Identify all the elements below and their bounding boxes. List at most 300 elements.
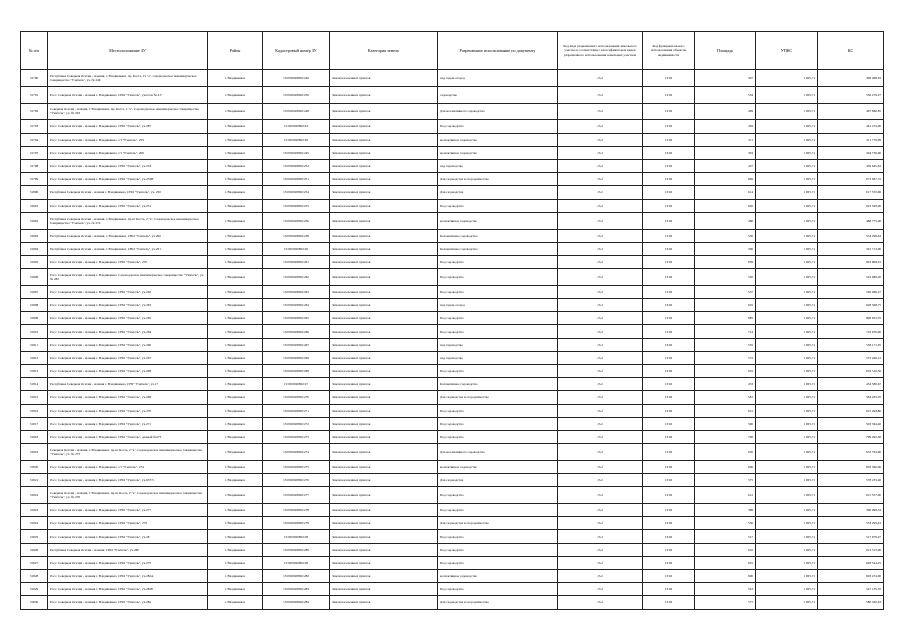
district-cell: г. Владикавказ [208, 378, 263, 391]
func-code-cell: 13:02 [643, 229, 695, 242]
cadastral-number-cell: 15:09:0020802:27 [263, 378, 330, 391]
func-code-cell: 13:02 [643, 391, 695, 404]
ks-cell: 623 509,00 [818, 199, 884, 212]
district-cell: г. Владикавказ [208, 86, 263, 103]
permitted-use-cell: Под садоводство [438, 404, 558, 417]
row-number: 31802 [21, 212, 48, 229]
func-code-cell: 13:02 [643, 325, 695, 338]
ks-cell: 547 135,35 [818, 583, 884, 596]
address-cell: Республика Северная Осетия - Алания г. Владикавказ, СНТ "Учитель", уч.17 [48, 378, 208, 391]
func-code-cell: 13:02 [643, 517, 695, 530]
area-cell: 572 [695, 351, 756, 364]
address-cell: Росс. Северная Осетия - Алания г. Владикавказ, СНО "Учитель", уч.282Б [48, 583, 208, 596]
upks-cell: 1 005,71 [756, 229, 818, 242]
category-cell: Земли населенных пунктов [330, 173, 438, 186]
permitted-use-cell: Под садоводство [438, 417, 558, 430]
header-row [21, 32, 884, 70]
use-code-cell: 13.2 [558, 543, 643, 556]
func-code-cell: 13:02 [643, 417, 695, 430]
func-code-cell: 13:02 [643, 596, 695, 609]
ks-cell: 580 320,63 [818, 596, 884, 609]
ks-cell: 536 279,27 [818, 86, 884, 103]
func-code-cell: 13:02 [643, 444, 695, 461]
row-number: 31803 [21, 229, 48, 242]
district-cell: г. Владикавказ [208, 391, 263, 404]
ks-cell: 454 580,67 [818, 378, 884, 391]
func-code-cell: 13:02 [643, 86, 695, 103]
area-cell: 625 [695, 299, 756, 312]
table-row [21, 312, 884, 325]
table-body [21, 70, 884, 610]
category-cell: Земли населенных пунктов [330, 103, 438, 120]
permitted-use-cell: коллективное садоводство [438, 460, 558, 473]
permitted-use-cell: садоводство [438, 86, 558, 103]
address-cell: Росс. Северная Осетия - Алания г. Владикавказ, СНО "Учитель", уч.267 [48, 351, 208, 364]
cadastral-number-cell: 15:09:0020802:279 [263, 517, 330, 530]
district-cell: г. Владикавказ [208, 556, 263, 569]
ks-cell: 311 776,99 [818, 133, 884, 146]
use-code-cell: 13.2 [558, 212, 643, 229]
address-cell: Росс. Северная Осетия - Алания г. Владикавказ, СНО "Учитель", уч.262 [48, 285, 208, 298]
permitted-use-cell: Коллективное садоводство [438, 242, 558, 255]
category-cell: Земли населенных пунктов [330, 570, 438, 583]
cadastral-number-cell: 15:09:0020802:275 [263, 460, 330, 473]
area-cell: 534 [695, 86, 756, 103]
row-number: 31823 [21, 504, 48, 517]
row-number: 31791 [21, 86, 48, 103]
func-code-cell: 13:02 [643, 570, 695, 583]
category-cell: Земли населенных пунктов [330, 86, 438, 103]
cadastral-number-cell: 15:09:0020802:240 [263, 70, 330, 87]
func-code-cell: 13:02 [643, 430, 695, 443]
use-code-cell: 13.2 [558, 120, 643, 133]
upks-cell: 1 005,71 [756, 364, 818, 377]
address-cell: Северная Осетия - Алания, г. Владикавказ, пр-кт Коста, 2 "а", Садоводческое некоммерческое товарищество "Учитель", уч. № 273 [48, 444, 208, 461]
area-cell: 555 [695, 338, 756, 351]
header-permitted-use: Разрешенное использование по документу [438, 32, 558, 70]
cadastral-number-cell: 15:09:0020802:284 [263, 596, 330, 609]
permitted-use-cell: Под садоводство [438, 325, 558, 338]
table-row [21, 391, 884, 404]
upks-cell: 1 005,71 [756, 444, 818, 461]
district-cell: г. Владикавказ [208, 570, 263, 583]
table-row [21, 556, 884, 569]
func-code-cell: 13:02 [643, 460, 695, 473]
category-cell: Земли населенных пунктов [330, 70, 438, 87]
area-cell: 581 [695, 391, 756, 404]
district-cell: г. Владикавказ [208, 299, 263, 312]
cadastral-number-cell: 15:09:0020802:266 [263, 325, 330, 338]
address-cell: Росс. Северная Осетия - Алания г. Владикавказ, СНО "Учитель", уч.268 [48, 364, 208, 377]
use-code-cell: 13.2 [558, 504, 643, 517]
use-code-cell: 13.2 [558, 325, 643, 338]
address-cell: Росс. Северная Осетия - Алания г. Владикавказ, СНО "Учитель", дачный №273 [48, 430, 208, 443]
upks-cell: 1 005,71 [756, 242, 818, 255]
area-cell: 459 [695, 120, 756, 133]
row-number: 31819 [21, 444, 48, 461]
table-row [21, 159, 884, 172]
row-number: 31809 [21, 312, 48, 325]
district-cell: г. Владикавказ [208, 186, 263, 199]
ks-cell: 799 492,36 [818, 430, 884, 443]
func-code-cell: 13:02 [643, 504, 695, 517]
permitted-use-cell: Для садоводства и огородничества [438, 173, 558, 186]
table-row [21, 460, 884, 473]
address-cell: Северная Осетия - Алания, г. Владикавказ, пр. Коста, 2 "а", Садоводческое некоммерческое товарищество "Учитель", уч. № 263 [48, 103, 208, 120]
upks-cell: 1 005,71 [756, 86, 818, 103]
category-cell: Земли населенных пунктов [330, 338, 438, 351]
use-code-cell: 13.2 [558, 487, 643, 504]
row-number: 31813 [21, 364, 48, 377]
row-number: 31799 [21, 173, 48, 186]
func-code-cell: 13:02 [643, 474, 695, 487]
cadastral-number-cell: 15:09:0020802:26 [263, 242, 330, 255]
address-cell: Росс. Северная Осетия - Алания г. Владикавказ, СНО "Учитель", уч.271 [48, 417, 208, 430]
address-cell: Росс. Северная Осетия - Алания г. Владикавказ, СНО "Учитель", 279 [48, 517, 208, 530]
table-row [21, 596, 884, 609]
header-cadastral: Кадастровый номер ЗУ [263, 32, 330, 70]
func-code-cell: 13:02 [643, 378, 695, 391]
table-row [21, 146, 884, 159]
permitted-use-cell: Для коллективного садоводства [438, 444, 558, 461]
upks-cell: 1 005,71 [756, 351, 818, 364]
use-code-cell: 13.2 [558, 460, 643, 473]
func-code-cell: 13:02 [643, 543, 695, 556]
address-cell: Северная Осетия - Алания, г. Владикавказ, пр-кт Коста, 2 "а", Садоводческое некоммерческое товарищество "Учитель", уч. № 276 [48, 487, 208, 504]
category-cell: Земли населенных пунктов [330, 186, 438, 199]
permitted-use-cell: Под садоводство [438, 530, 558, 543]
cadastral-number-cell: 15:09:0020802:29 [263, 133, 330, 146]
area-cell: 577 [695, 596, 756, 609]
ks-cell: 488 775,06 [818, 212, 884, 229]
cadastral-number-cell: 15:09:0020802:261 [263, 255, 330, 268]
upks-cell: 1 005,71 [756, 212, 818, 229]
table-row [21, 242, 884, 255]
cadastral-number-cell: 15:09:0020802:277 [263, 487, 330, 504]
ks-cell: 628 568,75 [818, 299, 884, 312]
address-cell: Росс. Северная Осетия - Алания г. Владикавказ, с/т "Учитель", 259 [48, 133, 208, 146]
cadastral-number-cell: 15:09:0020802:248 [263, 103, 330, 120]
ks-cell: 497 860,85 [818, 103, 884, 120]
row-number: 31829 [21, 583, 48, 596]
upks-cell: 1 005,71 [756, 173, 818, 186]
category-cell: Земли населенных пунктов [330, 325, 438, 338]
row-number: 31820 [21, 460, 48, 473]
func-code-cell: 13:02 [643, 338, 695, 351]
table-row [21, 474, 884, 487]
func-code-cell: 13:02 [643, 146, 695, 159]
address-cell: Росс. Северная Осетия - Алания г. Владикавказ, СНО "Учитель", уч.637/5 [48, 474, 208, 487]
category-cell: Земли населенных пунктов [330, 504, 438, 517]
header-upks: УПКС [756, 32, 818, 70]
district-cell: г. Владикавказ [208, 460, 263, 473]
category-cell: Земли населенных пунктов [330, 543, 438, 556]
district-cell: г. Владикавказ [208, 242, 263, 255]
address-cell: Росс. Северная Осетия - Алания г. Владикавказ, СНО "Учитель", уч.282 [48, 596, 208, 609]
use-code-cell: 13.2 [558, 596, 643, 609]
permitted-use-cell: под садом-огород [438, 70, 558, 87]
address-cell: Росс. Северная Осетия - Алания г. Владикавказ, СНО "Учитель", участок № 41" [48, 86, 208, 103]
row-number: 31812 [21, 351, 48, 364]
area-cell: 612 [695, 487, 756, 504]
table-row [21, 417, 884, 430]
category-cell: Земли населенных пунктов [330, 146, 438, 159]
district-cell: г. Владикавказ [208, 146, 263, 159]
category-cell: Земли населенных пунктов [330, 242, 438, 255]
use-code-cell: 13.2 [558, 199, 643, 212]
permitted-use-cell: коллективное садоводство [438, 212, 558, 229]
ks-cell: 304 736,90 [818, 146, 884, 159]
permitted-use-cell: под садом-огород [438, 299, 558, 312]
upks-cell: 1 005,71 [756, 404, 818, 417]
permitted-use-cell: Для садоводства и огородничества [438, 596, 558, 609]
ks-cell: 615 494,80 [818, 404, 884, 417]
table-row [21, 364, 884, 377]
ks-cell: 534 296,43 [818, 229, 884, 242]
upks-cell: 1 005,71 [756, 517, 818, 530]
category-cell: Земли населенных пунктов [330, 285, 438, 298]
district-cell: г. Владикавказ [208, 474, 263, 487]
upks-cell: 1 005,71 [756, 460, 818, 473]
use-code-cell: 13.2 [558, 86, 643, 103]
district-cell: г. Владикавказ [208, 199, 263, 212]
area-cell: 650 [695, 444, 756, 461]
permitted-use-cell: под садоводство [438, 159, 558, 172]
category-cell: Земли населенных пунктов [330, 120, 438, 133]
row-number: 31818 [21, 430, 48, 443]
address-cell: Республика Северная Осетия - Алания, СНО "Учитель", уч.280 [48, 543, 208, 556]
row-number: 31821 [21, 474, 48, 487]
category-cell: Земли населенных пунктов [330, 474, 438, 487]
ks-cell: 628 524,25 [818, 556, 884, 569]
upks-cell: 1 005,71 [756, 338, 818, 351]
func-code-cell: 13:02 [643, 212, 695, 229]
district-cell: г. Владикавказ [208, 269, 263, 286]
cadastral-number-cell: 15:09:0020802:272 [263, 417, 330, 430]
table-row [21, 186, 884, 199]
cadastral-number-cell: 15:09:0020802:250 [263, 86, 330, 103]
cadastral-number-cell: 15:09:0020802:280 [263, 543, 330, 556]
row-number: 31798 [21, 159, 48, 172]
func-code-cell: 13:02 [643, 299, 695, 312]
permitted-use-cell: Под садоводство [438, 312, 558, 325]
address-cell: Росс. Северная Осетия - Алания г. Владикавказ, СНО "Учитель", уч.268 [48, 391, 208, 404]
func-code-cell: 13:02 [643, 70, 695, 87]
address-cell: Росс. Северная Осетия - Алания г. Владикавказ, Садоводческое некоммерческое товарищество "Учитель", уч. № 282 [48, 269, 208, 286]
use-code-cell: 13.2 [558, 229, 643, 242]
upks-cell: 1 005,71 [756, 103, 818, 120]
category-cell: Земли населенных пунктов [330, 269, 438, 286]
permitted-use-cell: Под садоводство [438, 543, 558, 556]
upks-cell: 1 005,71 [756, 474, 818, 487]
area-cell: 590 [695, 417, 756, 430]
upks-cell: 1 005,71 [756, 325, 818, 338]
category-cell: Земли населенных пунктов [330, 299, 438, 312]
permitted-use-cell: Коллективное садоводство [438, 378, 558, 391]
district-cell: г. Владикавказ [208, 159, 263, 172]
row-number: 31797 [21, 146, 48, 159]
permitted-use-cell: Для садоводства и огородничества [438, 517, 558, 530]
cadastral-number-cell: 15:09:0020802:270 [263, 391, 330, 404]
area-cell: 616 [695, 364, 756, 377]
area-cell: 714 [695, 325, 756, 338]
category-cell: Земли населенных пунктов [330, 378, 438, 391]
district-cell: г. Владикавказ [208, 351, 263, 364]
area-cell: 543 [695, 583, 756, 596]
use-code-cell: 13.2 [558, 474, 643, 487]
area-cell: 839 [695, 255, 756, 268]
use-code-cell: 13.2 [558, 391, 643, 404]
category-cell: Земли населенных пунктов [330, 133, 438, 146]
upks-cell: 1 005,71 [756, 487, 818, 504]
table-row [21, 86, 884, 103]
row-number: 31830 [21, 596, 48, 609]
row-number: 31793 [21, 120, 48, 133]
ks-cell: 459 645,63 [818, 159, 884, 172]
address-cell: Росс. Северная Осетия - Алания г. Владикавказ, СНО "Учитель", уч.270 [48, 404, 208, 417]
upks-cell: 1 005,71 [756, 430, 818, 443]
upks-cell: 1 005,71 [756, 504, 818, 517]
ks-cell: 390 099,34 [818, 504, 884, 517]
area-cell: 600 [695, 570, 756, 583]
use-code-cell: 13.2 [558, 103, 643, 120]
cadastral-number-cell: 15:09:0020802:276 [263, 474, 330, 487]
ks-cell: 399 468,63 [818, 70, 884, 87]
ks-cell: 603 360,00 [818, 460, 884, 473]
func-code-cell: 13:02 [643, 133, 695, 146]
use-code-cell: 13.2 [558, 299, 643, 312]
area-cell: 669 [695, 173, 756, 186]
table-row [21, 583, 884, 596]
district-cell: г. Владикавказ [208, 364, 263, 377]
table-row [21, 530, 884, 543]
upks-cell: 1 005,71 [756, 146, 818, 159]
header-category: Категория земель [330, 32, 438, 70]
use-code-cell: 13.2 [558, 285, 643, 298]
district-cell: г. Владикавказ [208, 133, 263, 146]
header-ks: КС [818, 32, 884, 70]
cadastral-number-cell: 15:09:0020802:264 [263, 299, 330, 312]
header-num: № п/п [21, 32, 48, 70]
address-cell: Росс. Северная Осетия - Алания г. Владикавказ, СНО "Учитель", уч.251 [48, 199, 208, 212]
category-cell: Земли населенных пунктов [330, 460, 438, 473]
ks-cell: 619 516,36 [818, 364, 884, 377]
table-row [21, 351, 884, 364]
ks-cell: 613 513,06 [818, 543, 884, 556]
row-number: 31825 [21, 530, 48, 543]
permitted-use-cell: Под садоводство [438, 199, 558, 212]
use-code-cell: 13.2 [558, 444, 643, 461]
func-code-cell: 13:02 [643, 255, 695, 268]
use-code-cell: 13.2 [558, 430, 643, 443]
ks-cell: 843 809,01 [818, 255, 884, 268]
upks-cell: 1 005,71 [756, 583, 818, 596]
table-row [21, 504, 884, 517]
cadastral-number-cell: 15:09:0020802:269 [263, 351, 330, 364]
table-row [21, 543, 884, 556]
ks-cell: 553 295,43 [818, 517, 884, 530]
district-cell: г. Владикавказ [208, 417, 263, 430]
district-cell: г. Владикавказ [208, 517, 263, 530]
category-cell: Земли населенных пунктов [330, 351, 438, 364]
use-code-cell: 13.2 [558, 364, 643, 377]
cadastral-number-cell: 15:09:0020802:254 [263, 186, 330, 199]
address-cell: Республика Северная Осетия - Алания, г. Владикавказ, пр-кт Коста, 2 "а", Садоводческое некоммерческое товарищество "Учитель", уч. № 274 [48, 212, 208, 229]
upks-cell: 1 005,71 [756, 391, 818, 404]
permitted-use-cell: Под садоводство [438, 583, 558, 596]
ks-cell: 301 713,00 [818, 242, 884, 255]
category-cell: Земли населенных пунктов [330, 430, 438, 443]
func-code-cell: 13:02 [643, 186, 695, 199]
func-code-cell: 13:02 [643, 242, 695, 255]
category-cell: Земли населенных пунктов [330, 391, 438, 404]
address-cell: Республика Северная Осетия - Алания г. Владикавказ, СНО "Учитель", уч. 250 [48, 186, 208, 199]
area-cell: 499 [695, 103, 756, 120]
ks-cell: 522 969,20 [818, 269, 884, 286]
upks-cell: 1 005,71 [756, 417, 818, 430]
table-row [21, 229, 884, 242]
func-code-cell: 13:02 [643, 351, 695, 364]
category-cell: Земли населенных пунктов [330, 199, 438, 212]
func-code-cell: 13:02 [643, 120, 695, 133]
category-cell: Земли населенных пунктов [330, 517, 438, 530]
func-code-cell: 13:02 [643, 269, 695, 286]
permitted-use-cell: коллективное садоводство [438, 146, 558, 159]
upks-cell: 1 005,71 [756, 255, 818, 268]
district-cell: г. Владикавказ [208, 487, 263, 504]
address-cell: Росс. Северная Осетия - Алания г. Владикавказ, СНО "Учитель", уч.264 [48, 325, 208, 338]
row-number: 31801 [21, 199, 48, 212]
row-number: 31805 [21, 255, 48, 268]
upks-cell: 1 005,71 [756, 378, 818, 391]
upks-cell: 1 005,71 [756, 186, 818, 199]
use-code-cell: 13.2 [558, 173, 643, 186]
permitted-use-cell: Под садоводство [438, 285, 558, 298]
row-number: 31807 [21, 285, 48, 298]
cadastral-number-cell: 15:09:0020802:245 [263, 146, 330, 159]
upks-cell: 1 005,71 [756, 312, 818, 325]
row-number: 31815 [21, 391, 48, 404]
address-cell: Росс. Северная Осетия - Алания г. Владикавказ, СНО "Учитель", уч.253 [48, 159, 208, 172]
area-cell: 612 [695, 404, 756, 417]
use-code-cell: 13.2 [558, 517, 643, 530]
category-cell: Земли населенных пунктов [330, 596, 438, 609]
cadastral-number-cell: 15:09:0020802:256 [263, 212, 330, 229]
use-code-cell: 13.2 [558, 255, 643, 268]
table-row [21, 173, 884, 186]
ks-cell: 890 053,35 [818, 312, 884, 325]
func-code-cell: 13:02 [643, 312, 695, 325]
address-cell: Росс. Северная Осетия - Алания г. Владикавказ, СНО "Учитель", 270 [48, 255, 208, 268]
header-code-use: Код вида разрешенного использования земельного участка в соответствии с классификатором видов разрешенного использования земельных участков [558, 32, 643, 70]
ks-cell: 558 171,05 [818, 338, 884, 351]
upks-cell: 1 005,71 [756, 70, 818, 87]
category-cell: Земли населенных пунктов [330, 444, 438, 461]
district-cell: г. Владикавказ [208, 173, 263, 186]
func-code-cell: 13:02 [643, 404, 695, 417]
func-code-cell: 13:02 [643, 159, 695, 172]
cadastral-number-cell: 15:09:0020802:262 [263, 269, 330, 286]
row-number: 31822 [21, 487, 48, 504]
cadastral-number-cell: 15:09:0020802:278 [263, 504, 330, 517]
district-cell: г. Владикавказ [208, 70, 263, 87]
cadastral-number-cell: 15:09:0020802:263 [263, 285, 330, 298]
permitted-use-cell: Для садоводства [438, 474, 558, 487]
table-row [21, 487, 884, 504]
use-code-cell: 13.2 [558, 146, 643, 159]
table-row [21, 570, 884, 583]
area-cell: 537 [695, 285, 756, 298]
